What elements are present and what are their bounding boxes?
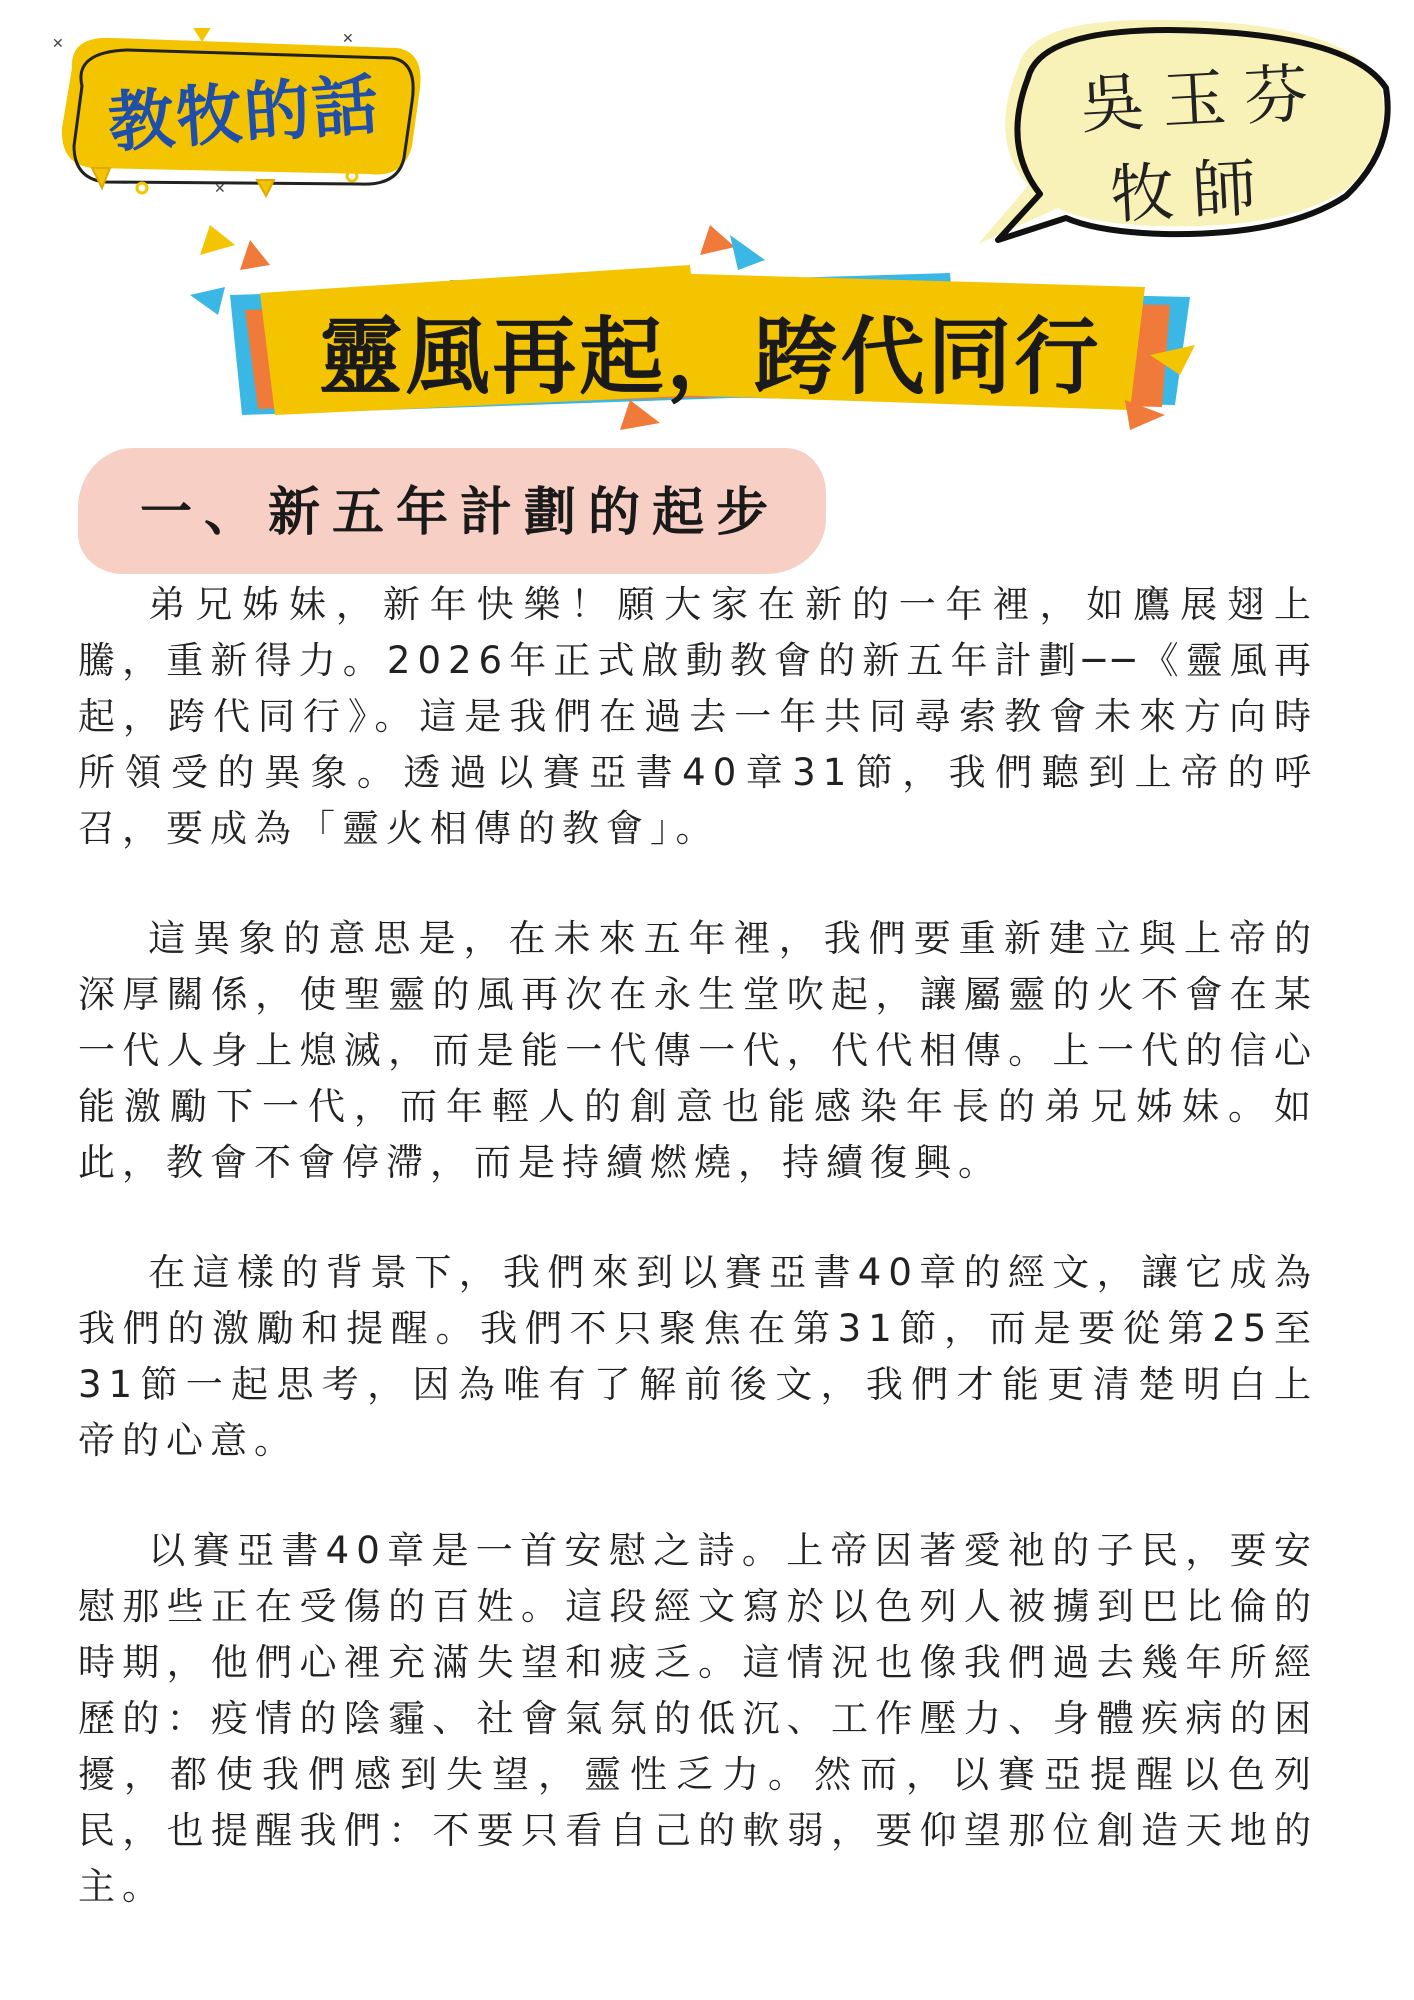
paragraph: 在這樣的背景下，我們來到以賽亞書40章的經文，讓它成為我們的激勵和提醒。我們不只聚焦在第31節，而是要從第25至31節一起思考，因為唯有了解前後文，我們才能更清楚明白上帝的心意。 — [78, 1251, 1318, 1462]
paragraph: 以賽亞書40章是一首安慰之詩。上帝因著愛祂的子民，要安慰那些正在受傷的百姓。這段經文寫於以色列人被擄到巴比倫的時期，他們心裡充滿失望和疲乏。這情況也像我們過去幾年所經歷的：疫情的陰霾、社會氣氛的低沉、工作壓力、身體疾病的困擾，都使我們感到失望，靈性乏力。然而，以賽亞提醒以色列民，也提醒我們：不要只看自己的軟弱，要仰望那位創造天地的主。 — [78, 1529, 1318, 1908]
section-heading: 一、新五年計劃的起步 — [140, 483, 781, 543]
paragraph: 弟兄姊妹，新年快樂！願大家在新的一年裡，如鷹展翅上騰，重新得力。2026年正式啟動教會的新五年計劃──《靈風再起，跨代同行》。這是我們在過去一年共同尋索教會未來方向時所領受的異象。透過以賽亞書40章31節，我們聽到上帝的呼召，要成為「靈火相傳的教會」。 — [78, 583, 1318, 850]
article-body — [78, 577, 1318, 1915]
main-title: 靈風再起，跨代同行 — [318, 308, 1102, 406]
paragraph: 這異象的意思是，在未來五年裡，我們要重新建立與上帝的深厚關係，使聖靈的風再次在永生堂吹起，讓屬靈的火不會在某一代人身上熄滅，而是能一代傳一代，代代相傳。上一代的信心能激勵下一代，而年輕人的創意也能感染年長的弟兄姊妹。如此，教會不會停滯，而是持續燃燒，持續復興。 — [78, 917, 1318, 1184]
pastor-title: 牧師 — [1108, 150, 1277, 234]
svg-text:✕: ✕ — [52, 36, 64, 52]
column-label: 教牧的話 — [105, 66, 383, 162]
svg-text:✕: ✕ — [342, 31, 354, 47]
pastor-name: 吳玉芬 — [1078, 56, 1329, 144]
svg-text:✕: ✕ — [214, 181, 226, 197]
